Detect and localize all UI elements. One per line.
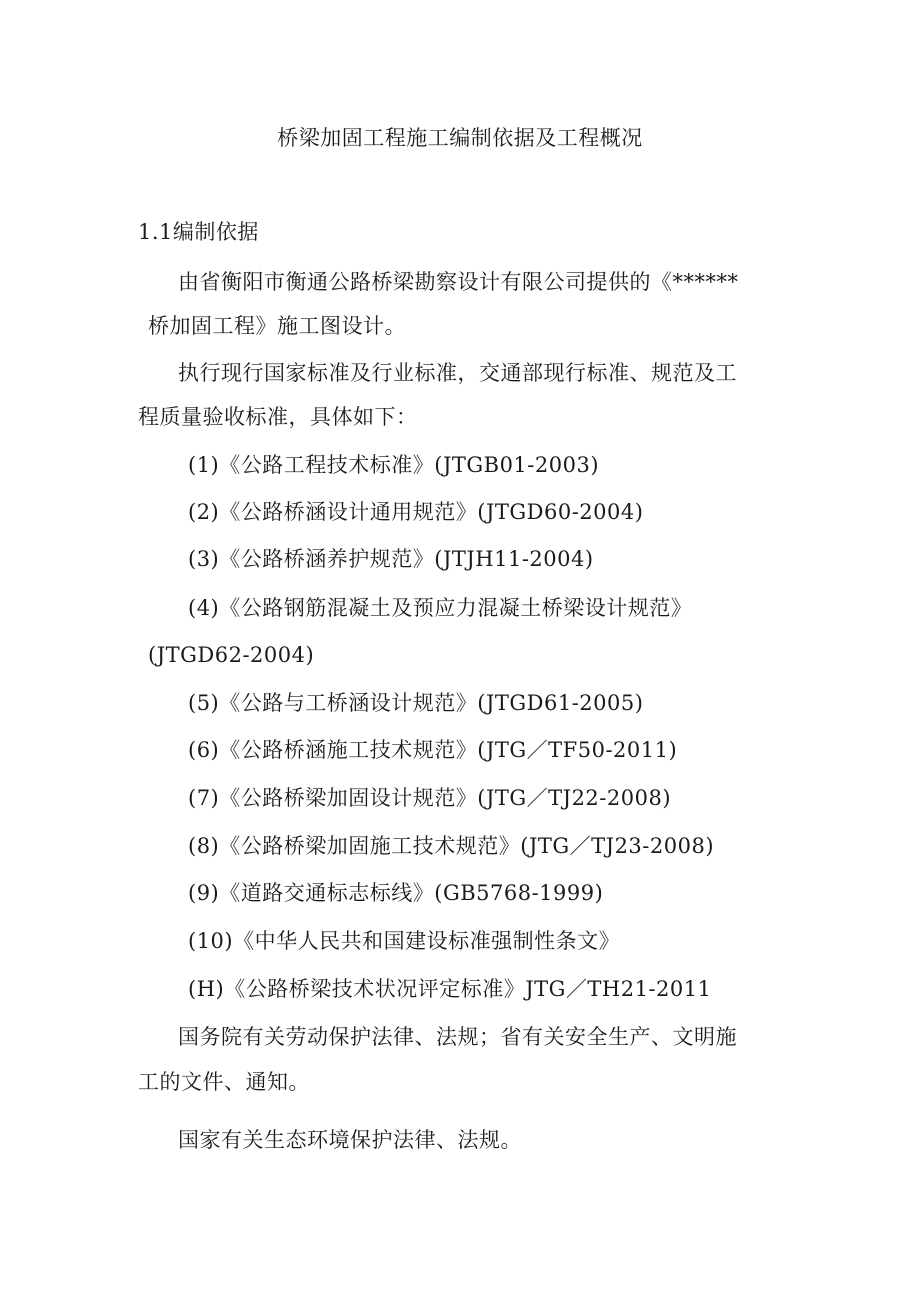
standard-item: (1)《公路工程技术标准》(JTGB01-2003): [188, 453, 600, 477]
paragraph-text: 桥加固工程》施工图设计。: [148, 314, 406, 338]
standard-item: (9)《道路交通标志标线》(GB5768-1999): [188, 881, 604, 905]
paragraph-text: 执行现行国家标准及行业标准，交通部现行标准、规范及工: [178, 361, 737, 385]
standard-item: (3)《公路桥涵养护规范》(JTJH11-2004): [188, 547, 594, 571]
section-heading: 1.1编制依据: [138, 220, 259, 244]
paragraph-text: 工的文件、通知。: [138, 1070, 310, 1094]
paragraph-text: 由省衡阳市衡通公路桥梁勘察设计有限公司提供的《******: [178, 270, 739, 294]
paragraph-text: 国家有关生态环境保护法律、法规。: [178, 1128, 522, 1152]
standard-item: (5)《公路与工桥涵设计规范》(JTGD61-2005): [188, 691, 644, 715]
standard-item: (2)《公路桥涵设计通用规范》(JTGD60-2004): [188, 500, 644, 524]
standard-item: (8)《公路桥梁加固施工技术规范》(JTG／TJ23-2008): [188, 834, 715, 858]
standard-item-continuation: (JTGD62-2004): [148, 643, 315, 667]
paragraph-text: 程质量验收标准，具体如下：: [138, 405, 418, 429]
standard-item: (4)《公路钢筋混凝土及预应力混凝土桥梁设计规范》: [188, 596, 693, 620]
paragraph-text: 国务院有关劳动保护法律、法规；省有关安全生产、文明施: [178, 1025, 737, 1049]
standard-item: (10)《中华人民共和国建设标准强制性条文》: [188, 929, 621, 953]
document-title: 桥梁加固工程施工编制依据及工程概况: [277, 126, 643, 150]
standard-item: (H)《公路桥梁技术状况评定标准》JTG／TH21-2011: [188, 977, 712, 1001]
standard-item: (6)《公路桥涵施工技术规范》(JTG／TF50-2011): [188, 738, 678, 762]
standard-item: (7)《公路桥梁加固设计规范》(JTG／TJ22-2008): [188, 786, 672, 810]
